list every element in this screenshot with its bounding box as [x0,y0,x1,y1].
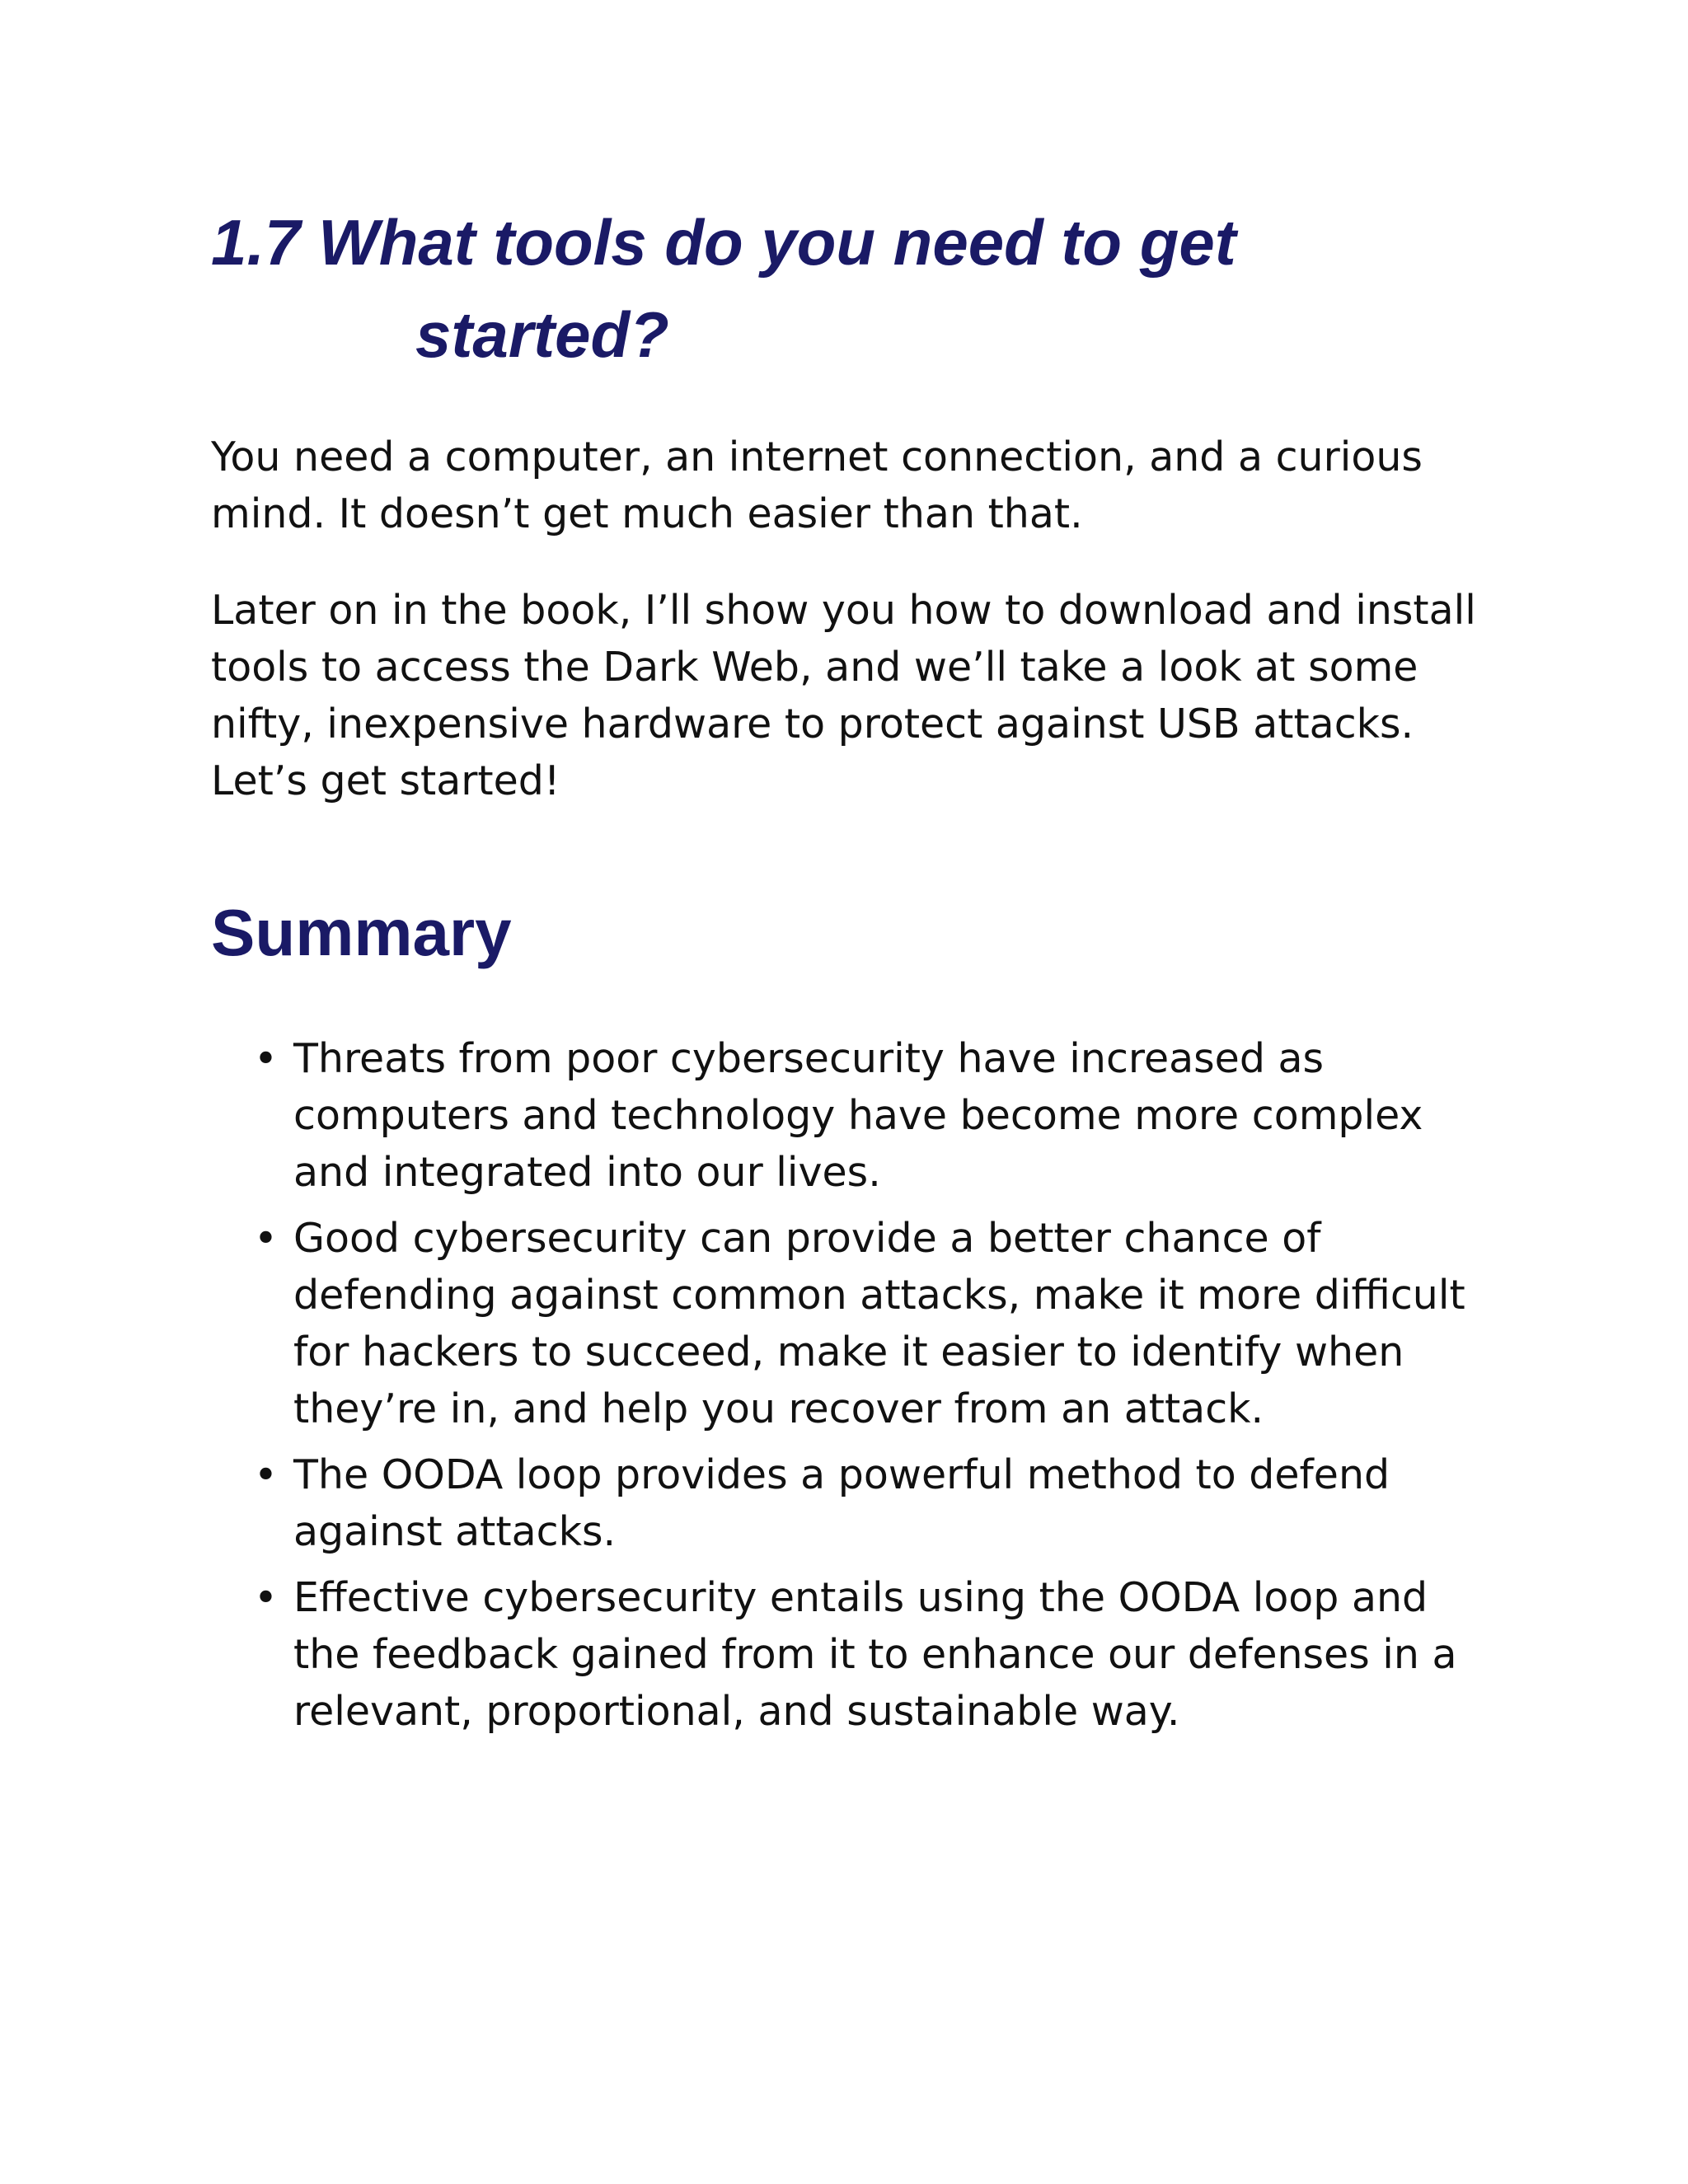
section-title-line-1: 1.7 What tools do you need to get [211,206,1236,279]
summary-item-text: Effective cybersecurity entails using the OODA loop and the feedback gained from it to enhance our defenses in a relevant, proportional, and sustainable way. [293,1574,1457,1735]
bullet-icon: • [254,1035,278,1082]
summary-item-text: The OODA loop provides a powerful method to defend against attacks. [293,1451,1390,1555]
section-title [211,196,1497,381]
summary-list-item [211,1446,1497,1560]
bullet-icon: • [254,1215,278,1262]
summary-heading: Summary [211,896,512,969]
summary-list-item [211,1569,1497,1740]
summary-item-text: Threats from poor cybersecurity have increased as computers and technology have become more complex and integrated into our lives. [293,1035,1423,1196]
summary-list-item [211,1030,1497,1201]
section-title-line-2: started? [415,298,669,371]
bullet-icon: • [254,1574,278,1621]
paragraph-later-in-book: Later on in the book, I’ll show you how to download and install tools to access the Dark Web, and we’ll take a look at some nifty, inexpensive hardware to protect against USB attacks. Let’s get started! [211,587,1476,804]
summary-item-text: Good cybersecurity can provide a better chance of defending against common attacks, make it more difficult for hackers to succeed, make it easier to identify when they’re in, and help you recover from an attack. [293,1215,1465,1432]
summary-list-item [211,1210,1497,1437]
bullet-icon: • [254,1451,278,1498]
paragraph-tools-needed: You need a computer, an internet connection, and a curious mind. It doesn’t get much easier than that. [211,434,1423,537]
summary-list [211,1030,1497,1749]
